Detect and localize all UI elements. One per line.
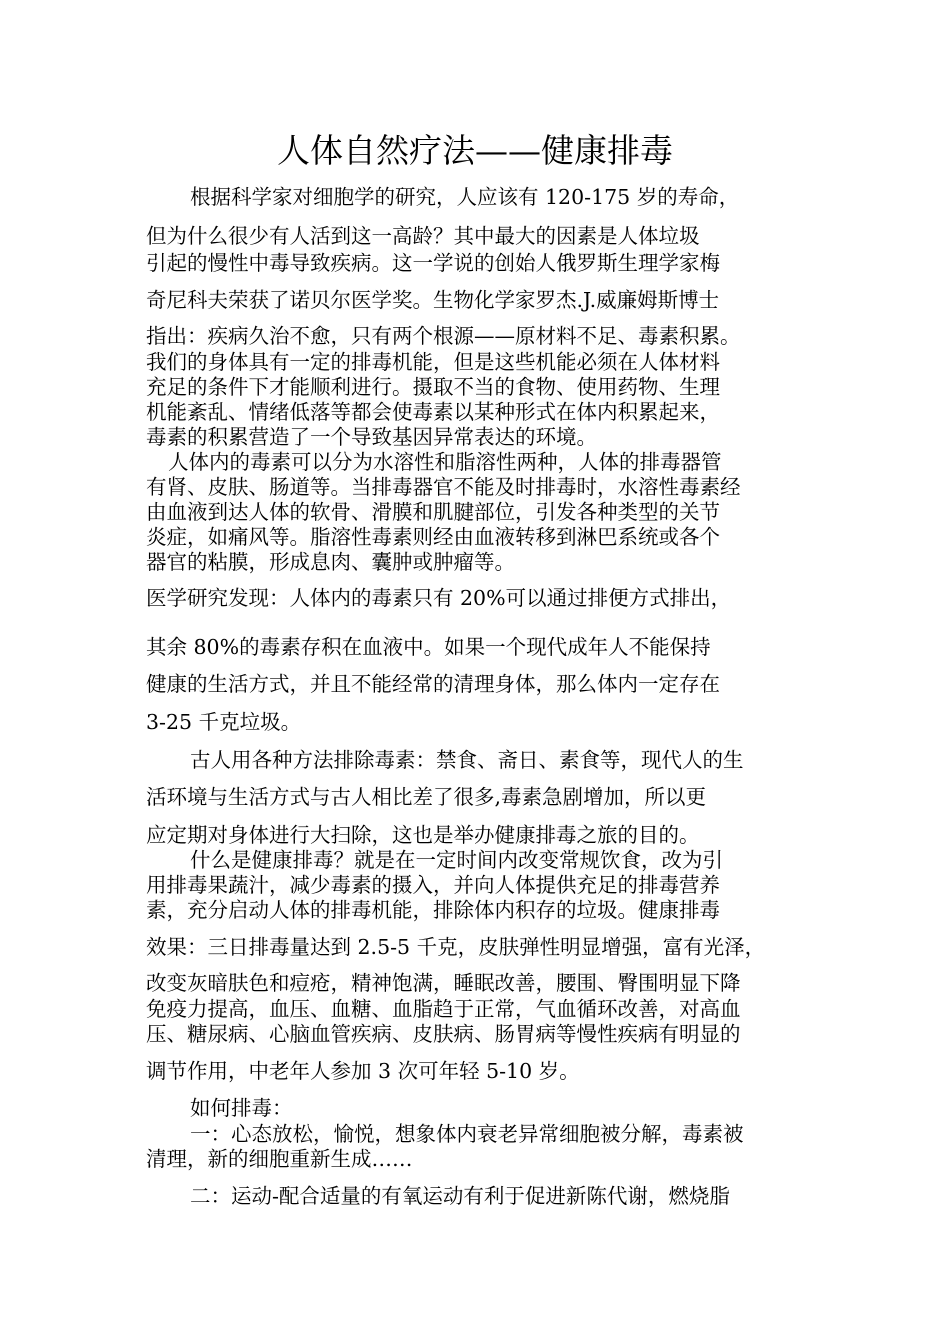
- text-line: 人体内的毒素可以分为水溶性和脂溶性两种，人体的排毒器管: [168, 450, 722, 474]
- text-line: 健康的生活方式，并且不能经常的清理身体，那么体内一定存在: [146, 672, 720, 696]
- text-line: 指出：疾病久治不愈，只有两个根源——原材料不足、毒素积累。: [146, 324, 741, 348]
- text-line: 奇尼科夫荣获了诺贝尔医学奖。生物化学家罗杰.J.威廉姆斯博士: [146, 288, 720, 312]
- text-line: 我们的身体具有一定的排毒机能，但是这些机能必须在人体材料: [146, 350, 720, 374]
- text-line: 应定期对身体进行大扫除，这也是举办健康排毒之旅的目的。: [146, 823, 700, 847]
- text-line: 什么是健康排毒？就是在一定时间内改变常规饮食，改为引: [190, 848, 723, 872]
- text-line: 免疫力提高，血压、血糖、血脂趋于正常，气血循环改善，对高血: [146, 997, 741, 1021]
- text-line: 根据科学家对细胞学的研究，人应该有 120-175 岁的寿命，: [190, 185, 740, 209]
- text-line: 毒素的积累营造了一个导致基因异常表达的环境。: [146, 425, 597, 449]
- text-line: 医学研究发现：人体内的毒素只有 20%可以通过排便方式排出，: [146, 586, 732, 610]
- text-line: 器官的粘膜，形成息肉、囊肿或肿瘤等。: [146, 550, 515, 574]
- text-line: 调节作用，中老年人参加 3 次可年轻 5-10 岁。: [146, 1059, 580, 1083]
- text-line: 素，充分启动人体的排毒机能，排除体内积存的垃圾。健康排毒: [146, 898, 720, 922]
- text-line: 古人用各种方法排除毒素：禁食、斋日、素食等，现代人的生: [190, 748, 744, 772]
- text-line: 机能紊乱、情绪低落等都会使毒素以某种形式在体内积累起来，: [146, 400, 720, 424]
- text-line: 有肾、皮肤、肠道等。当排毒器官不能及时排毒时，水溶性毒素经: [146, 475, 741, 499]
- text-line: 压、糖尿病、心脑血管疾病、皮肤病、肠胃病等慢性疾病有明显的: [146, 1022, 741, 1046]
- text-line: 改变灰暗肤色和痘疮，精神饱满，睡眠改善，腰围、臀围明显下降: [146, 971, 741, 995]
- text-line: 效果：三日排毒量达到 2.5-5 千克，皮肤弹性明显增强，富有光泽，: [146, 935, 766, 959]
- text-line: 活环境与生活方式与古人相比差了很多,毒素急剧增加，所以更: [146, 785, 707, 809]
- text-line: 充足的条件下才能顺利进行。摄取不当的食物、使用药物、生理: [146, 375, 720, 399]
- text-line: 如何排毒：: [190, 1096, 293, 1120]
- text-line: 清理，新的细胞重新生成……: [146, 1147, 413, 1171]
- text-line: 其余 80%的毒素存积在血液中。如果一个现代成年人不能保持: [146, 635, 711, 659]
- text-line: 但为什么很少有人活到这一高龄？其中最大的因素是人体垃圾: [146, 224, 700, 248]
- text-line: 一：心态放松，愉悦，想象体内衰老异常细胞被分解，毒素被: [190, 1122, 744, 1146]
- text-line: 炎症，如痛风等。脂溶性毒素则经由血液转移到淋巴系统或各个: [146, 525, 720, 549]
- text-line: 3-25 千克垃圾。: [146, 710, 302, 734]
- document-title: 人体自然疗法——健康排毒: [277, 131, 673, 170]
- text-line: 二：运动-配合适量的有氧运动有利于促进新陈代谢，燃烧脂: [190, 1184, 730, 1208]
- text-line: 由血液到达人体的软骨、滑膜和肌腱部位，引发各种类型的关节: [146, 500, 720, 524]
- text-line: 引起的慢性中毒导致疾病。这一学说的创始人俄罗斯生理学家梅: [146, 251, 720, 275]
- text-line: 用排毒果蔬汁，减少毒素的摄入，并向人体提供充足的排毒营养: [146, 873, 720, 897]
